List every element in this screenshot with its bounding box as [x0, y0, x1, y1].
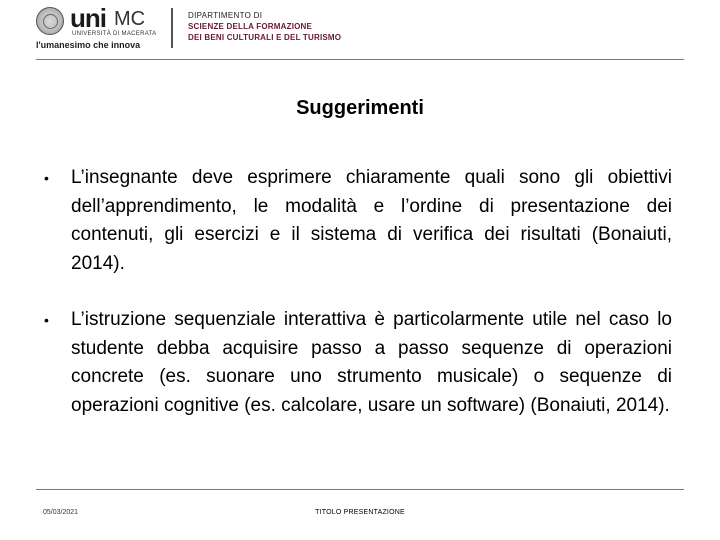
logo-uni-text: uni [70, 3, 106, 33]
header-rule [36, 59, 684, 60]
slide-title: Suggerimenti [296, 97, 424, 119]
bullet-icon: • [44, 170, 49, 186]
footer-rule [36, 489, 684, 490]
logo-tagline: l'umanesimo che innova [36, 40, 141, 50]
bullet-text: L’insegnante deve esprimere chiaramente quali sono gli obiettivi dell’apprendimento, le modalità e l’ordine di presentazione dei contenuti, gli esercizi e il sistema di verifica dei risultati (Bonaiuti, 2014). [71, 167, 672, 274]
bullet-list [44, 164, 672, 448]
footer-date: 05/03/2021 [43, 509, 79, 516]
footer-title: TITOLO PRESENTAZIONE [315, 509, 405, 516]
department-name [188, 10, 341, 43]
slide-header [0, 0, 720, 60]
list-item [44, 164, 672, 278]
department-line-1: DIPARTIMENTO DI [188, 11, 263, 20]
header-divider [171, 8, 173, 48]
bullet-icon: • [44, 312, 49, 328]
department-line-2: SCIENZE DELLA FORMAZIONE [188, 22, 313, 31]
bullet-text: L’istruzione sequenziale interattiva è particolarmente utile nel caso lo studente debba acquisire passo a passo sequenze di operazioni concrete (es. suonare uno strumento musicale) o sequenze di operazioni cognitive (es. calcolare, usare un software) (Bonaiuti, 2014). [71, 309, 672, 416]
department-line-3: DEI BENI CULTURALI E DEL TURISMO [188, 33, 342, 42]
list-item [44, 306, 672, 420]
logo-mc-text: MC [114, 8, 146, 30]
logo-subtitle: UNIVERSITÀ DI MACERATA [72, 31, 157, 37]
university-seal-icon [36, 7, 64, 35]
